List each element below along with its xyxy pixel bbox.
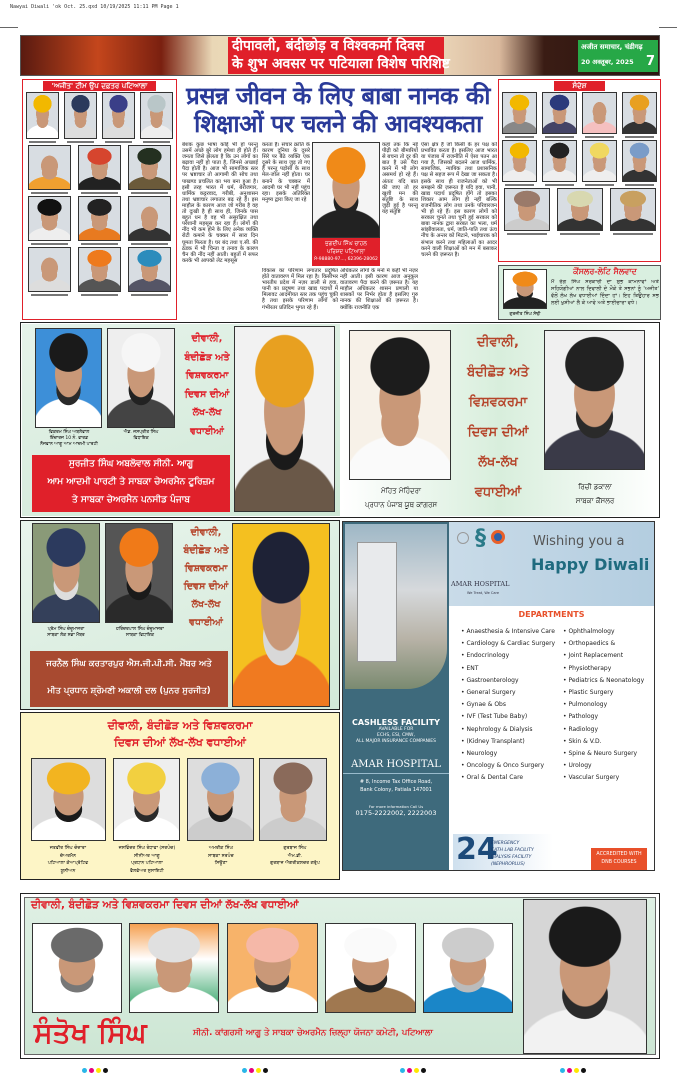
caption-illegible bbox=[105, 141, 132, 143]
portrait-photo bbox=[542, 140, 577, 182]
banner-title-line2: के शुभ अवसर पर पटियाला विशेष परिशिष्ट bbox=[232, 56, 450, 72]
portrait-photo bbox=[610, 188, 656, 231]
department-item: • Endocrinology bbox=[461, 650, 561, 662]
portrait-photo bbox=[128, 196, 171, 241]
department-item: • Anaesthesia & Intensive Care bbox=[461, 626, 561, 638]
ad-mohindra bbox=[342, 324, 658, 516]
portrait-photo bbox=[64, 92, 97, 139]
caption-illegible bbox=[131, 192, 168, 194]
photo-caption: ਐਡ. ਜਸਪ੍ਰੀਤ ਸਿੰਘ ਵਿਧਾਇਕ bbox=[123, 430, 159, 441]
grid-portrait bbox=[140, 92, 173, 143]
caption-illegible bbox=[31, 243, 68, 245]
caption-illegible bbox=[505, 184, 534, 186]
photo-caption: ਮੋਹਿਤ ਮੋਹਿੰਦਰਾ ਪ੍ਰਧਾਨ ਪੰਜਾਬ ਯੂਥ ਕਾਂਗਰਸ bbox=[365, 487, 437, 509]
portrait-photo bbox=[423, 923, 513, 1013]
portrait-photo bbox=[557, 188, 603, 231]
caption-illegible bbox=[613, 233, 653, 235]
caption-illegible bbox=[31, 192, 68, 194]
portrait-photo bbox=[582, 92, 617, 134]
department-item: • Neurology bbox=[461, 748, 561, 760]
caption-illegible bbox=[505, 136, 534, 138]
department-item: • Cardiology & Cardiac Surgery bbox=[461, 638, 561, 650]
department-item: • Radiology bbox=[563, 724, 655, 736]
portrait-photo bbox=[26, 92, 59, 139]
photo-caption: ਹਰਿੰਦਰਪਾਲ ਸਿੰਘ ਚੰਦੂਮਾਜਰਾ ਸਾਬਕਾ ਵਿਧਾਇਕ bbox=[116, 627, 164, 638]
departments-list-left bbox=[461, 626, 561, 785]
article-column: बेशक कुछ भाषा कोई भी हो परन्तु उसमें अच्छे बुरे लोग हमेशा ही होते हैं। जनता जिसे झेलता है कि उन लोगों का बढ़ावा नहीं हो पाता है, जिनसे अच्छाई पैदा होती है। आज भी सामाजिक स्तर पर भ्रष्टाचार तो आगामी की सोच तथा पाखण्ड प्रचलित का भय बना हुआ है। इसी तरह भारत में धर्म, बेरोजगार, धार्मिक कट्टरवाद, गरीबी, अनुशासन तथा भ्रष्टाचार लगातार बढ़ रहे हैं। इस माहौल के कारण आज जो गरीब है वह तो दुःखी है ही साथ ही, जिनके पास बहुत धन है वह भी असुरक्षित तथा परेशानी महसूस कर रहा है। लोगों की नींद भी कम होने के लिए अनेक व्यक्ति रोटी कमाने के चक्कर में सारा दिन घूमता फिरता है। घर बंद तथा ए.सी. की ठंडक में भी चिन्ता व तनाव के कारण चैन की नींद नहीं आती। बहुतों में सफर करके भी आपको लेट महसूस bbox=[182, 142, 258, 264]
portrait-photo bbox=[128, 247, 171, 292]
hospital-building-photo bbox=[345, 524, 447, 689]
portrait-photo bbox=[78, 196, 121, 241]
portrait-photo bbox=[542, 92, 577, 134]
hospital-address: Bank Colony, Patiala 147001 bbox=[360, 787, 432, 793]
cashless-schemes: ECHS, ESI, CMW, bbox=[377, 733, 415, 738]
photo-caption: ਪ੍ਰੇਮ ਸਿੰਘ ਚੰਦੂਮਾਜਰਾ ਸਾਬਕਾ ਲੋਕ ਸਭਾ ਮੈਂਬਰ bbox=[47, 627, 85, 638]
caption-illegible bbox=[625, 136, 654, 138]
portrait-photo bbox=[140, 92, 173, 139]
grid-portrait bbox=[128, 196, 171, 245]
print-slug: Nawyai Diwali 'ok Oct. 25.qxd 10/19/2025 11:11 PM Page 1 bbox=[10, 4, 179, 10]
services-list: EMERGENCY CATH LAB FACILITY DIALYSIS FACILITY (NEPHROPLUS) bbox=[491, 841, 534, 867]
wish-line2: Happy Diwali bbox=[531, 555, 650, 574]
team-photo-grid bbox=[24, 92, 175, 296]
portrait-photo bbox=[622, 140, 657, 182]
ad-name-banner: ਸੁਰਜੀਤ ਸਿੰਘ ਅਬਲੋਵਾਲ ਸੀਨੀ. ਆਗੂ ਆਮ ਆਦਮੀ ਪਾਰਟੀ ਤੇ ਸਾਬਕਾ ਚੇਅਰਮੈਨ ਟੂਰਿਜ਼ਮ ਤੇ ਸਾਬਕਾ ਚੇਅਰਮੈਨ ਪਨਸੀਡ ਪੰਜਾਬ bbox=[32, 455, 230, 512]
grid-portrait bbox=[128, 247, 171, 296]
advertiser-title: ਸੀਨੀ. ਕਾਂਗਰਸੀ ਆਗੂ ਤੇ ਸਾਬਕਾ ਚੇਅਰਮੈਨ ਜ਼ਿਲ੍ਹਾ ਯੋਜਨਾ ਕਮੇਟੀ, ਪਟਿਆਲਾ bbox=[193, 1028, 433, 1038]
paper-name: अजीत समाचार, चंडीगढ़ bbox=[581, 43, 643, 51]
services-strip bbox=[453, 834, 553, 870]
portrait-photo bbox=[234, 326, 335, 512]
portrait-photo bbox=[78, 247, 121, 292]
portrait-photo bbox=[232, 523, 330, 707]
caption-illegible bbox=[507, 233, 547, 235]
cashless-heading: CASHLESS FACILITY bbox=[352, 718, 440, 727]
department-item: • Nephrology & Dialysis bbox=[461, 724, 561, 736]
amar-hospital-ad bbox=[342, 521, 655, 871]
caption-illegible bbox=[143, 141, 170, 143]
portrait-photo bbox=[35, 328, 102, 428]
caption-illegible bbox=[67, 141, 94, 143]
hospital-name: AMAR HOSPITAL bbox=[343, 759, 449, 774]
department-item: • Joint Replacement bbox=[563, 650, 655, 662]
team-box-title: 'ਅਜੀਤ' ਟੀਮ ਉਪ ਦਫ਼ਤਰ ਪਟਿਆਲਾ bbox=[43, 81, 156, 91]
portrait-photo bbox=[28, 196, 71, 241]
caption-illegible bbox=[81, 294, 118, 296]
emblem-icon bbox=[457, 532, 469, 544]
caption-illegible bbox=[81, 192, 118, 194]
photo-caption: ਵਿਕਰਮ ਸਿੰਘ ਅਬਲੋਵਾਲ ਇੰਚਾਰਜ 10 ਨੰ. ਵਾਰਡ ਨੌਜਵਾਨ ਆਗੂ ਆਮ ਆਦਮੀ ਪਾਰਟੀ bbox=[40, 430, 98, 447]
portrait-photo bbox=[129, 923, 219, 1013]
author-name: ਜੁਗਦੀਪ ਸਿੰਘ ਚਾਹਲ bbox=[325, 241, 367, 247]
grid-portrait bbox=[502, 140, 537, 186]
department-item: • Orthopaedics & bbox=[563, 638, 655, 650]
color-registration-mark bbox=[242, 1068, 268, 1073]
note-photo-caption: ਗੁਰਜੀਤ ਸਿੰਘ ਸੋਢੀ bbox=[509, 312, 541, 317]
caption-illegible bbox=[29, 141, 56, 143]
issue-date: 20 अक्तूबर, 2025 bbox=[581, 57, 634, 66]
crop-mark bbox=[659, 27, 677, 28]
headline-line1: प्रसन्न जीवन के लिए बाबा नानक की bbox=[186, 82, 490, 110]
note-title: ਕੌਂਸਲਰ-ਲੋਟਿ ਸੈਲਵਾਦ bbox=[573, 267, 637, 276]
photo-caption: ਜਸਵਿੰਦਰ ਸਿੰਘ ਰੰਧਾਵਾ (ਸਰਪੰਚ) ਸੀਨੀਅਰ ਆਗੂ ਪ੍ਰਧਾਨ ਪਟਿਆਲਾ ਵੈਲਫੇਅਰ ਸੁਸਾਇਟੀ bbox=[118, 846, 176, 874]
hospital-logo: AMAR HOSPITAL bbox=[451, 580, 510, 588]
department-item: • Physiotherapy bbox=[563, 663, 655, 675]
department-item: • Pediatrics & Neonatology bbox=[563, 675, 655, 687]
article-column: अधिकतर लोगों के मनों में कहीं भी नज़र नहीं आती। इसी कारण आज अनुकूल वातावरण पैदा करने की ज़रूरत है। यह माहौल अधिकतर शासन प्रणाली या शासकों पर निर्भर होता है इसलिए गुरु नानक की शिक्षाओं की ज़रूरत है। क्योंकि राजनीति एक bbox=[340, 268, 418, 311]
caption-illegible bbox=[131, 243, 168, 245]
portrait-photo bbox=[28, 247, 71, 292]
accreditation-badge: ACCREDITED WITH DNB COURSES bbox=[591, 848, 647, 870]
caduceus-icon: § bbox=[475, 526, 486, 551]
ad-name-banner: ਜਰਨੈਲ ਸਿੰਘ ਕਰਤਾਰਪੁਰ ਐਸ.ਜੀ.ਪੀ.ਸੀ. ਮੈਂਬਰ ਅਤੇ ਮੀਤ ਪ੍ਰਧਾਨ ਸ਼੍ਰੋਮਣੀ ਅਕਾਲੀ ਦਲ (ਪੁਨਰ ਸੁਰਜੀਤ) bbox=[30, 651, 228, 707]
grid-portrait bbox=[28, 196, 71, 245]
ad-chandumajra bbox=[20, 520, 340, 710]
call-label: For more information Call Us bbox=[368, 804, 424, 809]
department-item: • Vascular Surgery bbox=[563, 772, 655, 784]
portrait-photo bbox=[28, 145, 71, 190]
portrait-photo bbox=[622, 92, 657, 134]
cashless-available: AVAILABLE FOR bbox=[378, 727, 414, 732]
grid-portrait bbox=[610, 188, 656, 235]
greeting-text: ਦੀਵਾਲੀ, ਬੰਦੀਛੋੜ ਅਤੇ ਵਿਸ਼ਵਕਰਮਾ ਦਿਵਸ ਦੀਆਂ ਲੱਖ-ਲੱਖ ਵਧਾਈਆਂ bbox=[183, 527, 229, 628]
message-box-title: ਸੰਦੇਸ਼ bbox=[554, 81, 605, 91]
department-item: • Gastroenterology bbox=[461, 675, 561, 687]
caption-illegible bbox=[81, 243, 118, 245]
color-registration-mark bbox=[560, 1068, 586, 1073]
portrait-photo bbox=[78, 145, 121, 190]
caption-illegible bbox=[545, 136, 574, 138]
author-place: ਪਰਿਸ਼ਦ ਪਟਿਆਲਾ bbox=[327, 249, 365, 255]
accreditation-seal-icon bbox=[491, 530, 505, 544]
portrait-photo bbox=[325, 923, 416, 1013]
portrait-photo bbox=[113, 758, 180, 841]
grid-portrait bbox=[542, 140, 577, 186]
portrait-photo bbox=[582, 140, 617, 182]
portrait-photo bbox=[31, 758, 106, 841]
grid-portrait bbox=[582, 92, 617, 138]
grid-portrait bbox=[557, 188, 603, 235]
message-photo-grid bbox=[500, 92, 659, 235]
portrait-photo bbox=[107, 328, 175, 428]
photo-caption: ਗੁਰਬਾਜ ਸਿੰਘ ਐਮ.ਡੀ. ਗੁਰਬਾਜ ਐਗਰੀਕਲਚਰ ਗਰੁੱਪ bbox=[270, 846, 320, 866]
ad-four-leaders bbox=[20, 712, 340, 880]
grid-portrait bbox=[622, 92, 657, 138]
department-item: • Pathology bbox=[563, 711, 655, 723]
caption-illegible bbox=[31, 294, 68, 296]
portrait-photo bbox=[502, 140, 537, 182]
wish-line1: Wishing you a bbox=[533, 534, 625, 549]
portrait-photo bbox=[523, 899, 647, 1054]
grid-portrait bbox=[78, 247, 121, 296]
page-number: 7 bbox=[645, 54, 655, 69]
green-note bbox=[498, 265, 661, 320]
caption-illegible bbox=[545, 184, 574, 186]
greeting-title: ਦੀਵਾਲੀ, ਬੰਦੀਛੋੜ ਅਤੇ ਵਿਸ਼ਵਕਰਮਾ ਦਿਵਸ ਦੀਆਂ ਲੱਖ-ਲੱਖ ਵਧਾਈਆਂ bbox=[31, 899, 299, 911]
caption-illegible bbox=[585, 136, 614, 138]
grid-portrait bbox=[582, 140, 617, 186]
note-body: ਮੈਂ ਰੰਗ ਸਿੰਘ ਸਰਕਾਰੀ ਦਾ ਸ਼ੁਭ ਕਾਮਨਾਵਾਂ ਅਤੇ ਸਹਿਯੋਗੀਆਂ ਨਾਲ ਦਿਵਾਲੀ ਦੇ ਮੌਕੇ ਤੇ ਸਭਨਾਂ ਨੂੰ 'ਅਜੀਤ' ਵੱਲੋਂ ਲੱਖ ਲੱਖ ਵਧਾਈਆਂ ਦਿੰਦਾ ਹਾਂ। ਇਹ ਤਿਉਹਾਰ ਸਭ ਲਈ ਖੁਸ਼ੀਆਂ ਲੈ ਕੇ ਆਵੇ ਅਤੇ ਭਾਈਚਾਰਾ ਵਧੇ। bbox=[551, 279, 659, 306]
department-item: • Skin & V.D. bbox=[563, 736, 655, 748]
greeting-title: ਦੀਵਾਲੀ, ਬੰਦੀਛੋੜ ਅਤੇ ਵਿਸ਼ਵਕਰਮਾ ਦਿਵਸ ਦੀਆਂ ਲੱਖ-ਲੱਖ ਵਧਾਈਆਂ bbox=[107, 719, 253, 749]
portrait-photo bbox=[349, 330, 451, 480]
hospital-side-panel bbox=[343, 522, 449, 870]
hospital-tagline: We Treat, We Care bbox=[467, 591, 500, 595]
department-item: • Pulmonology bbox=[563, 699, 655, 711]
portrait-photo bbox=[259, 758, 327, 841]
grid-portrait bbox=[542, 92, 577, 138]
portrait-photo bbox=[504, 188, 550, 231]
color-registration-mark bbox=[82, 1068, 108, 1073]
article-column: कहां तक कि नई पीढ़ी को बीमारियों से बचना तो दूर की बात है उसे पैदा करने में भी लोग असमर्थ हो रहे हैं। अंततः यदि बात की जाए तो हर खुशी मन की संतुष्टि के साथ जुड़ी हुई है परन्तु यह संतुष्टि bbox=[382, 142, 418, 216]
hospital-header bbox=[449, 522, 654, 606]
department-item: • Urology bbox=[563, 760, 655, 772]
caption-illegible bbox=[585, 184, 614, 186]
author-phone: ਮੋ-98880-97..., 62396-28062 bbox=[314, 257, 378, 262]
portrait-photo bbox=[102, 92, 135, 139]
hospital-phone: 0175-2222002, 2222003 bbox=[355, 809, 437, 817]
grid-portrait bbox=[26, 92, 59, 143]
article-column: विकास का परिणाम लगातार प्रदूषित होते वातावरण में मिल रहा है। किसीभर भारतीय प्रदेश में नज़र डाली से हवा, पानी का प्रदूषण तथा खाद्य पदार्थों में मिलावट आदमीयत स्तर तक पहुंच चुकी है तथा इसके परिणाम लोगों को गंभीरतर प्रतिदिन भुगत रहे हैं। bbox=[262, 268, 338, 311]
headline-line2: शिक्षाओं पर चलने की आवश्यकता bbox=[194, 110, 482, 138]
grid-portrait bbox=[64, 92, 97, 143]
department-item: • (Kidney Transplant) bbox=[461, 736, 561, 748]
portrait-photo bbox=[105, 523, 173, 623]
portrait-photo bbox=[32, 523, 100, 623]
author-photo bbox=[312, 142, 380, 238]
crop-mark bbox=[0, 27, 18, 28]
grid-portrait bbox=[622, 140, 657, 186]
grid-portrait bbox=[28, 145, 71, 194]
department-item: • Plastic Surgery bbox=[563, 687, 655, 699]
grid-portrait bbox=[128, 145, 171, 194]
photo-caption: ਜਤਵੀਰ ਸਿੰਘ ਚੰਦਾਰਾ ਚੇਅਰਮੈਨ ਪਟਿਆਲਾ ਕੋਆਪ੍ਰੇਟਿਵ ਯੂਨੀਅਨ bbox=[47, 846, 89, 874]
grid-portrait bbox=[102, 92, 135, 143]
article-headline bbox=[180, 82, 496, 138]
hours-24: 24 bbox=[456, 832, 498, 867]
paper-dateline bbox=[578, 40, 658, 72]
grid-portrait bbox=[28, 247, 71, 296]
portrait-photo bbox=[227, 923, 318, 1013]
grid-portrait bbox=[504, 188, 550, 235]
photo-caption: ਰਿਚੀ ਡਕਾਲਾ ਸਾਬਕਾ ਕੌਂਸਲਰ bbox=[575, 483, 615, 505]
department-item: • Gynae & Obs bbox=[461, 699, 561, 711]
portrait-photo bbox=[32, 923, 122, 1013]
caption-illegible bbox=[131, 294, 168, 296]
department-item: • General Surgery bbox=[461, 687, 561, 699]
greeting-text: ਦੀਵਾਲੀ, ਬੰਦੀਛੋੜ ਅਤੇ ਵਿਸ਼ਵਕਰਮਾ ਦਿਵਸ ਦੀਆਂ ਲੱਖ-ਲੱਖ ਵਧਾਈਆਂ bbox=[184, 333, 230, 437]
department-item: • IVF (Test Tube Baby) bbox=[461, 711, 561, 723]
department-item: • ENT bbox=[461, 663, 561, 675]
ad-santokh-singh bbox=[20, 893, 660, 1059]
color-registration-mark bbox=[400, 1068, 426, 1073]
portrait-photo bbox=[544, 330, 645, 470]
department-item: • Oncology & Onco Surgery bbox=[461, 760, 561, 772]
greeting-text: ਦੀਵਾਲੀ, ਬੰਦੀਛੋੜ ਅਤੇ ਵਿਸ਼ਵਕਰਮਾ ਦਿਵਸ ਦੀਆਂ ਲੱਖ-ਲੱਖ ਵਧਾਈਆਂ bbox=[467, 335, 529, 500]
cashless-insurance: ALL MAJOR INSURANCE COMPANIES bbox=[355, 739, 437, 744]
author-caption bbox=[312, 238, 380, 266]
hospital-address: # 8, Income Tax Office Road, bbox=[359, 779, 433, 785]
department-item: • Ophthalmology bbox=[563, 626, 655, 638]
department-item: • Spine & Neuro Surgery bbox=[563, 748, 655, 760]
departments-list-right bbox=[563, 626, 655, 785]
portrait-photo bbox=[502, 92, 537, 134]
ad-ablowal bbox=[22, 324, 340, 516]
grid-portrait bbox=[78, 145, 121, 194]
advertiser-name: ਸੰਤੋਖ ਸਿੰਘ bbox=[34, 1016, 147, 1049]
banner-title bbox=[228, 37, 450, 74]
photo-caption: ਅਮਰੀਕ ਸਿੰਘ ਸਾਬਕਾ ਸਰਪੰਚ ਸਿਊਣਾ bbox=[208, 846, 234, 866]
caption-illegible bbox=[625, 184, 654, 186]
portrait-photo bbox=[128, 145, 171, 190]
article-column: ऐसा क्षेत्र है जो किसी के हर पक्ष को प्रभावित करता है। इसलिए आज भारत या पंजाब में राजनीति में ऐसा पतन आ गया है, जिसको बदलने आज धार्मिक, सामाजिक, न्यायिक तथा प्रशासनिक पक्ष से सहज रूप में देखा जा सकता है। इसके साथ ही राजनेताओं को भी समझने की ज़रूरत है यदि हवा, पानी, खाद्य पदार्थ प्रदूषित होंगे तो इसका शिकार आम लोग ही नहीं बल्कि राजनीतिक लोग तथा उनके परिवारजन भी हो रहे हैं। इस कारण लोगों को सरकार चुनते तथा चुनी हुई सरकार को बाबा नानक द्वारा सरबत का भला, धर्म सांझीवालता, धर्म, जाति-पाति तथा ऊंच नीच के अन्तर को मिटाने, भाईचारक को संभाल करने तथा महिलाओं का आदर करने वाली शिक्षाओं को मन में बसाकर चलने की ज़रूरत है। bbox=[421, 142, 497, 258]
caption-illegible bbox=[560, 233, 600, 235]
grid-portrait bbox=[78, 196, 121, 245]
article-column: करता है। संचार क्रांति के कारण दुनिया के दूसरे सिरे पर बैठे व्यक्ति एक दूसरे के साथ जुड़ तो गए हैं परन्तु पड़ोसी के साथ मेल-जोल नहीं होता। घर बनाने के चक्कर में आदमी घर भी नहीं पहुंच रहा। इसके अतिरिक्त मनुष्य द्वारा किए जा रहे bbox=[262, 142, 310, 203]
banner-title-line1: दीपावली, बंदीछोड़ व विश्वकर्मा दिवस bbox=[232, 38, 425, 54]
note-photo bbox=[503, 269, 547, 309]
departments-heading: DEPARTMENTS bbox=[518, 610, 585, 619]
grid-portrait bbox=[502, 92, 537, 138]
department-item: • Oral & Dental Care bbox=[461, 772, 561, 784]
portrait-photo bbox=[187, 758, 254, 841]
